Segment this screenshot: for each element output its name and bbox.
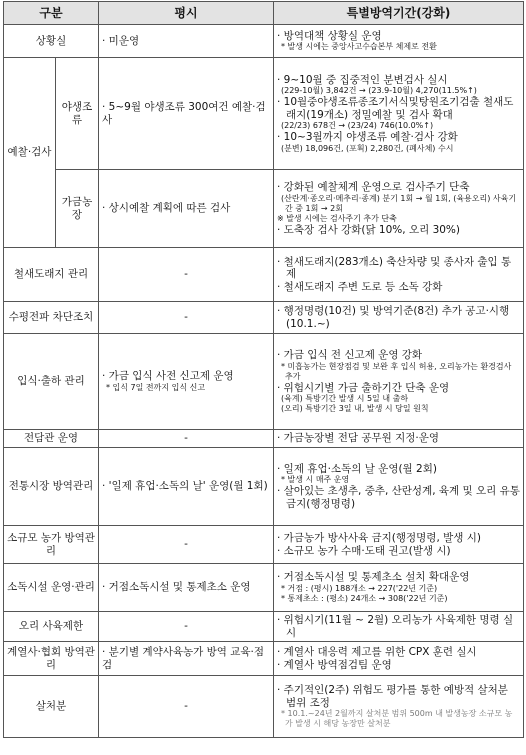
special-cell (274, 334, 524, 430)
normal-cell: - (99, 430, 274, 448)
header-special: 특별방역기간(강화) (274, 2, 524, 25)
normal-cell: - (99, 612, 274, 642)
special-cell (274, 642, 524, 676)
special-cell (274, 430, 524, 448)
special-note: * 10.1.~24년 2월까지 살처분 범위 500m 내 발생농장 소규모 농가 발생 시 해당 농장만 살처분 (281, 709, 513, 728)
special-note: (분변) 18,096건, (포획) 2,280건, (폐사체) 수시 (281, 143, 454, 153)
special-note: (오리) 특방기간 3일 내, 발생 시 당일 원칙 (281, 404, 429, 413)
special-item: · 철새도래지 주변 도로 등 소독 강화 (277, 280, 443, 293)
normal-item: · 가금 입식 사전 신고제 운영 (102, 370, 234, 383)
header-category: 구분 (4, 2, 99, 25)
special-cell (274, 526, 524, 564)
special-item: · 행정명령(10건) 및 방역기준(8건) 추가 공고·시행(10.1.~) (277, 305, 510, 330)
special-item: · 철새도래지(283개소) 축산차량 및 종사자 출입 통제 (277, 255, 512, 281)
row-category: 살처분 (4, 676, 99, 738)
table-row (4, 430, 524, 448)
special-note: (육계) 특방기간 발생 시 5일 내 출하 (281, 394, 409, 403)
special-cell (274, 58, 524, 170)
table-row (4, 170, 524, 248)
special-item: · 주기적인(2주) 위험도 평가를 통한 예방적 살처분 범위 조정 (277, 684, 508, 709)
row-category: 예찰·검사 (4, 58, 56, 248)
row-category: 전통시장 방역관리 (4, 448, 99, 526)
special-note: * 거점 : (평시) 188개소 → 227('22년 기준) (281, 583, 438, 593)
special-note: * 발생 시에는 중앙사고수습본부 체제로 전환 (281, 42, 437, 52)
special-item: · 강화된 예찰체계 운영으로 검사주기 단축 (277, 181, 470, 193)
special-note: * 발생 시 매주 운영 (281, 475, 350, 485)
row-category: 입식·출하 관리 (4, 334, 99, 430)
normal-cell: - (99, 526, 274, 564)
normal-cell: · '일제 휴업·소독의 날' 운영(월 1회) (99, 448, 274, 526)
normal-cell: - (99, 302, 274, 334)
row-category: 소독시설 운영·관리 (4, 564, 99, 612)
special-item: · 위험시기(11월 ~ 2월) 오리농가 사육제한 명령 실시 (277, 614, 514, 639)
special-item: · 가금농가 방사사육 금지(행정명령, 발생 시) (277, 532, 481, 544)
normal-cell: · 분기별 계약사육농가 방역 교육·점검 (99, 642, 274, 676)
special-item: · 살아있는 초생추, 중추, 산란성계, 육계 및 오리 유통 금지(행정명령) (277, 485, 520, 510)
header-normal: 평시 (99, 2, 274, 25)
table-row (4, 334, 524, 430)
special-cell (274, 612, 524, 642)
normal-cell: - (99, 248, 274, 302)
row-category: 상황실 (4, 25, 99, 58)
special-cell (274, 448, 524, 526)
row-subcategory: 가금농장 (56, 170, 99, 248)
special-cell (274, 302, 524, 334)
table-row (4, 564, 524, 612)
special-note: (229-10월) 3,842건 → (23.9-10월) 4,270(11.5%↑) (281, 86, 477, 95)
special-cell (274, 25, 524, 58)
special-item: · 9~10월 중 집중적인 분변검사 실시 (277, 73, 448, 86)
table-row (4, 25, 524, 58)
special-cell (274, 676, 524, 738)
row-category: 소규모 농가 방역관리 (4, 526, 99, 564)
special-item: · 10월중야생조류종조기서식및탕원조기검출 철새도래지(19개소) 정밀예찰 및 검사 확대 (277, 96, 514, 121)
special-item: · 계열사 대응력 제고를 위한 CPX 훈련 실시 (277, 646, 477, 658)
table-row (4, 248, 524, 302)
row-category: 수평전파 차단조치 (4, 302, 99, 334)
special-item: · 도축장 검사 강화(닭 10%, 오리 30%) (277, 223, 460, 236)
special-note: * 통제초소 : (평소) 24개소 → 308('22년 기준) (281, 593, 448, 603)
normal-cell: · 5~9월 야생조류 300여건 예찰·검사 (99, 58, 274, 170)
row-category: 철새도래지 관리 (4, 248, 99, 302)
normal-note: * 입식 7일 전까지 입식 신고 (106, 382, 206, 392)
special-note: (산란계·종오리·메추리·종계) 분기 1회 → 월 1회, (육용오리) 사육기간 중 1회 → 2회 (281, 193, 517, 213)
table-row (4, 612, 524, 642)
normal-cell: · 상시예찰 계획에 따른 검사 (99, 170, 274, 248)
special-note: (22/23) 678건 → (23/24) 746(10.0%↑) (281, 121, 434, 130)
special-note: * 미흡농가는 현장점검 및 보완 후 입식 허용, 오리농가는 환경검사 추가 (281, 361, 512, 381)
special-item: · 소규모 농가 수매·도태 권고(발생 시) (277, 544, 451, 557)
special-item: · 가금농장별 전담 공무원 지정·운영 (277, 432, 440, 445)
special-cell (274, 248, 524, 302)
table-row (4, 302, 524, 334)
row-category: 계열사·협회 방역관리 (4, 642, 99, 676)
table-row (4, 642, 524, 676)
special-item: · 계열사 방역점검팀 운영 (277, 658, 392, 671)
special-item: · 위험시기별 가금 출하기간 단축 운영 (277, 381, 450, 394)
special-item: · 가금 입식 전 신고제 운영 강화 (277, 349, 423, 361)
special-item: · 거점소독시설 및 통제초소 설치 확대운영 (277, 571, 470, 584)
quarantine-comparison-table (3, 1, 524, 738)
special-cell (274, 170, 524, 248)
row-subcategory: 야생조류 (56, 58, 99, 170)
normal-cell: · 거점소독시설 및 통제초소 운영 (99, 564, 274, 612)
table-row (4, 448, 524, 526)
header-row (4, 2, 524, 25)
special-item: · 10~3월까지 야생조류 예찰·검사 강화 (277, 131, 458, 143)
normal-cell: - (99, 676, 274, 738)
special-item: · 일제 휴업·소독의 날 운영(월 2회) (277, 462, 437, 475)
normal-cell (99, 334, 274, 430)
special-note: ※ 발생 시에는 검사주기 추가 단축 (277, 213, 397, 223)
table-row (4, 676, 524, 738)
table-row (4, 58, 524, 170)
special-item: · 방역대책 상황실 운영 (277, 29, 382, 42)
table-row (4, 526, 524, 564)
special-cell (274, 564, 524, 612)
normal-cell: · 미운영 (99, 25, 274, 58)
row-category: 전담관 운영 (4, 430, 99, 448)
row-category: 오리 사육제한 (4, 612, 99, 642)
